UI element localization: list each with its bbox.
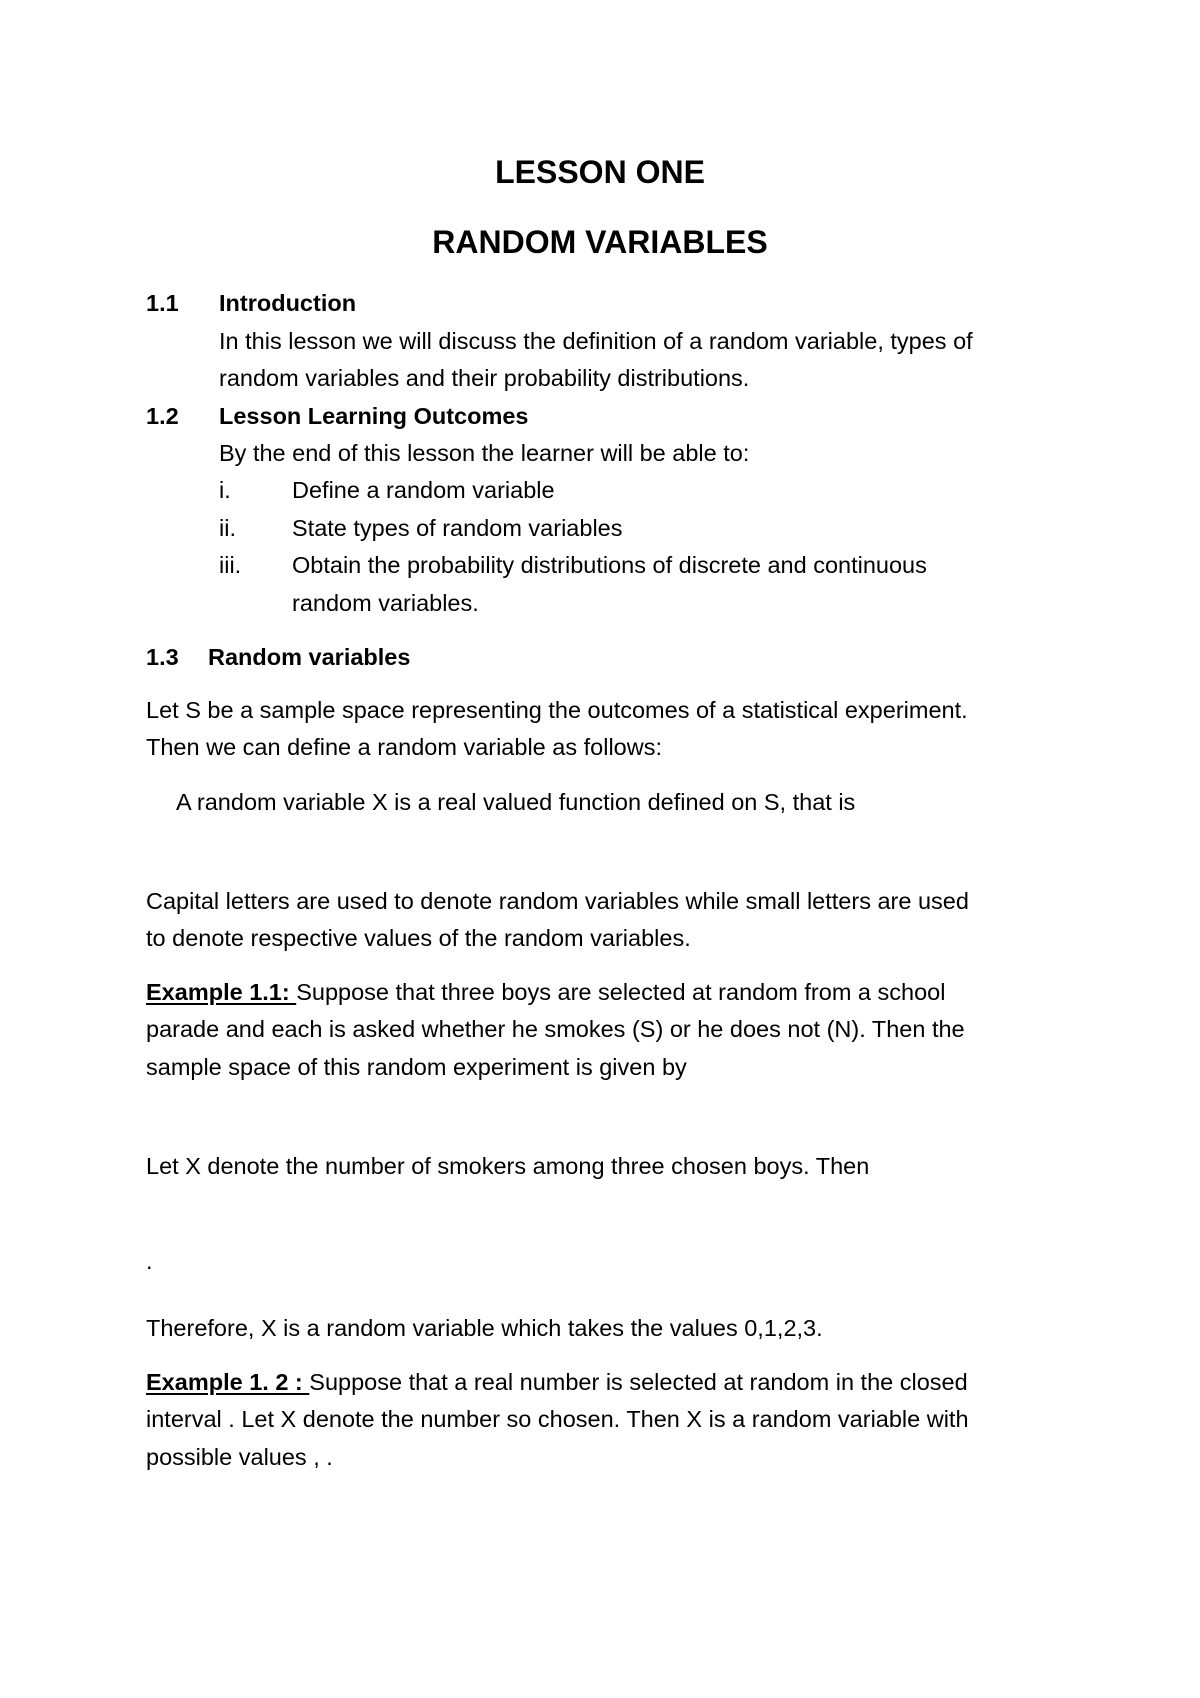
section-number: 1.2 xyxy=(146,403,179,429)
example-label: Example 1.1: xyxy=(146,979,297,1005)
section-heading: Introduction xyxy=(219,290,357,316)
example-text: Suppose that a real number is selected at random in the closed xyxy=(309,1369,968,1395)
paragraph-line: Therefore, X is a random variable which takes the values 0,1,2,3. xyxy=(146,1315,823,1341)
paragraph-line: In this lesson we will discuss the definition of a random variable, types of xyxy=(219,328,973,354)
paragraph-line: Capital letters are used to denote random variables while small letters are used xyxy=(146,888,969,914)
definition-line: A random variable X is a real valued function defined on S, that is xyxy=(176,789,856,815)
list-marker: iii. xyxy=(219,552,242,578)
section-heading: Random variables xyxy=(208,644,411,670)
paragraph-line: Let S be a sample space representing the outcomes of a statistical experiment. xyxy=(146,697,968,723)
list-marker: ii. xyxy=(219,515,236,541)
paragraph-line: By the end of this lesson the learner will be able to: xyxy=(219,440,750,466)
list-item: Define a random variable xyxy=(292,477,555,503)
example-line: interval . Let X denote the number so chosen. Then X is a random variable with xyxy=(146,1406,969,1432)
paragraph-line: random variables and their probability distributions. xyxy=(219,365,750,391)
example-label: Example 1. 2 : xyxy=(146,1369,310,1395)
example-line: possible values , . xyxy=(146,1444,333,1470)
list-item: State types of random variables xyxy=(292,515,623,541)
list-item: Obtain the probability distributions of discrete and continuous xyxy=(292,552,927,578)
dot-line: . xyxy=(146,1248,153,1274)
example-line xyxy=(146,976,945,1008)
example-line: sample space of this random experiment is given by xyxy=(146,1054,687,1080)
example-text: Suppose that three boys are selected at random from a school xyxy=(296,979,946,1005)
section-number: 1.3 xyxy=(146,644,179,670)
paragraph-line: Let X denote the number of smokers among three chosen boys. Then xyxy=(146,1153,870,1179)
paragraph-line: Then we can define a random variable as follows: xyxy=(146,734,662,760)
section-number: 1.1 xyxy=(146,290,179,316)
section-heading: Lesson Learning Outcomes xyxy=(219,403,529,429)
list-item-continuation: random variables. xyxy=(292,590,479,616)
lesson-title: LESSON ONE xyxy=(495,154,705,190)
lesson-subtitle: RANDOM VARIABLES xyxy=(432,224,768,260)
example-line xyxy=(146,1366,968,1398)
paragraph-line: to denote respective values of the random variables. xyxy=(146,925,691,951)
list-marker: i. xyxy=(219,477,231,503)
example-line: parade and each is asked whether he smokes (S) or he does not (N). Then the xyxy=(146,1016,965,1042)
